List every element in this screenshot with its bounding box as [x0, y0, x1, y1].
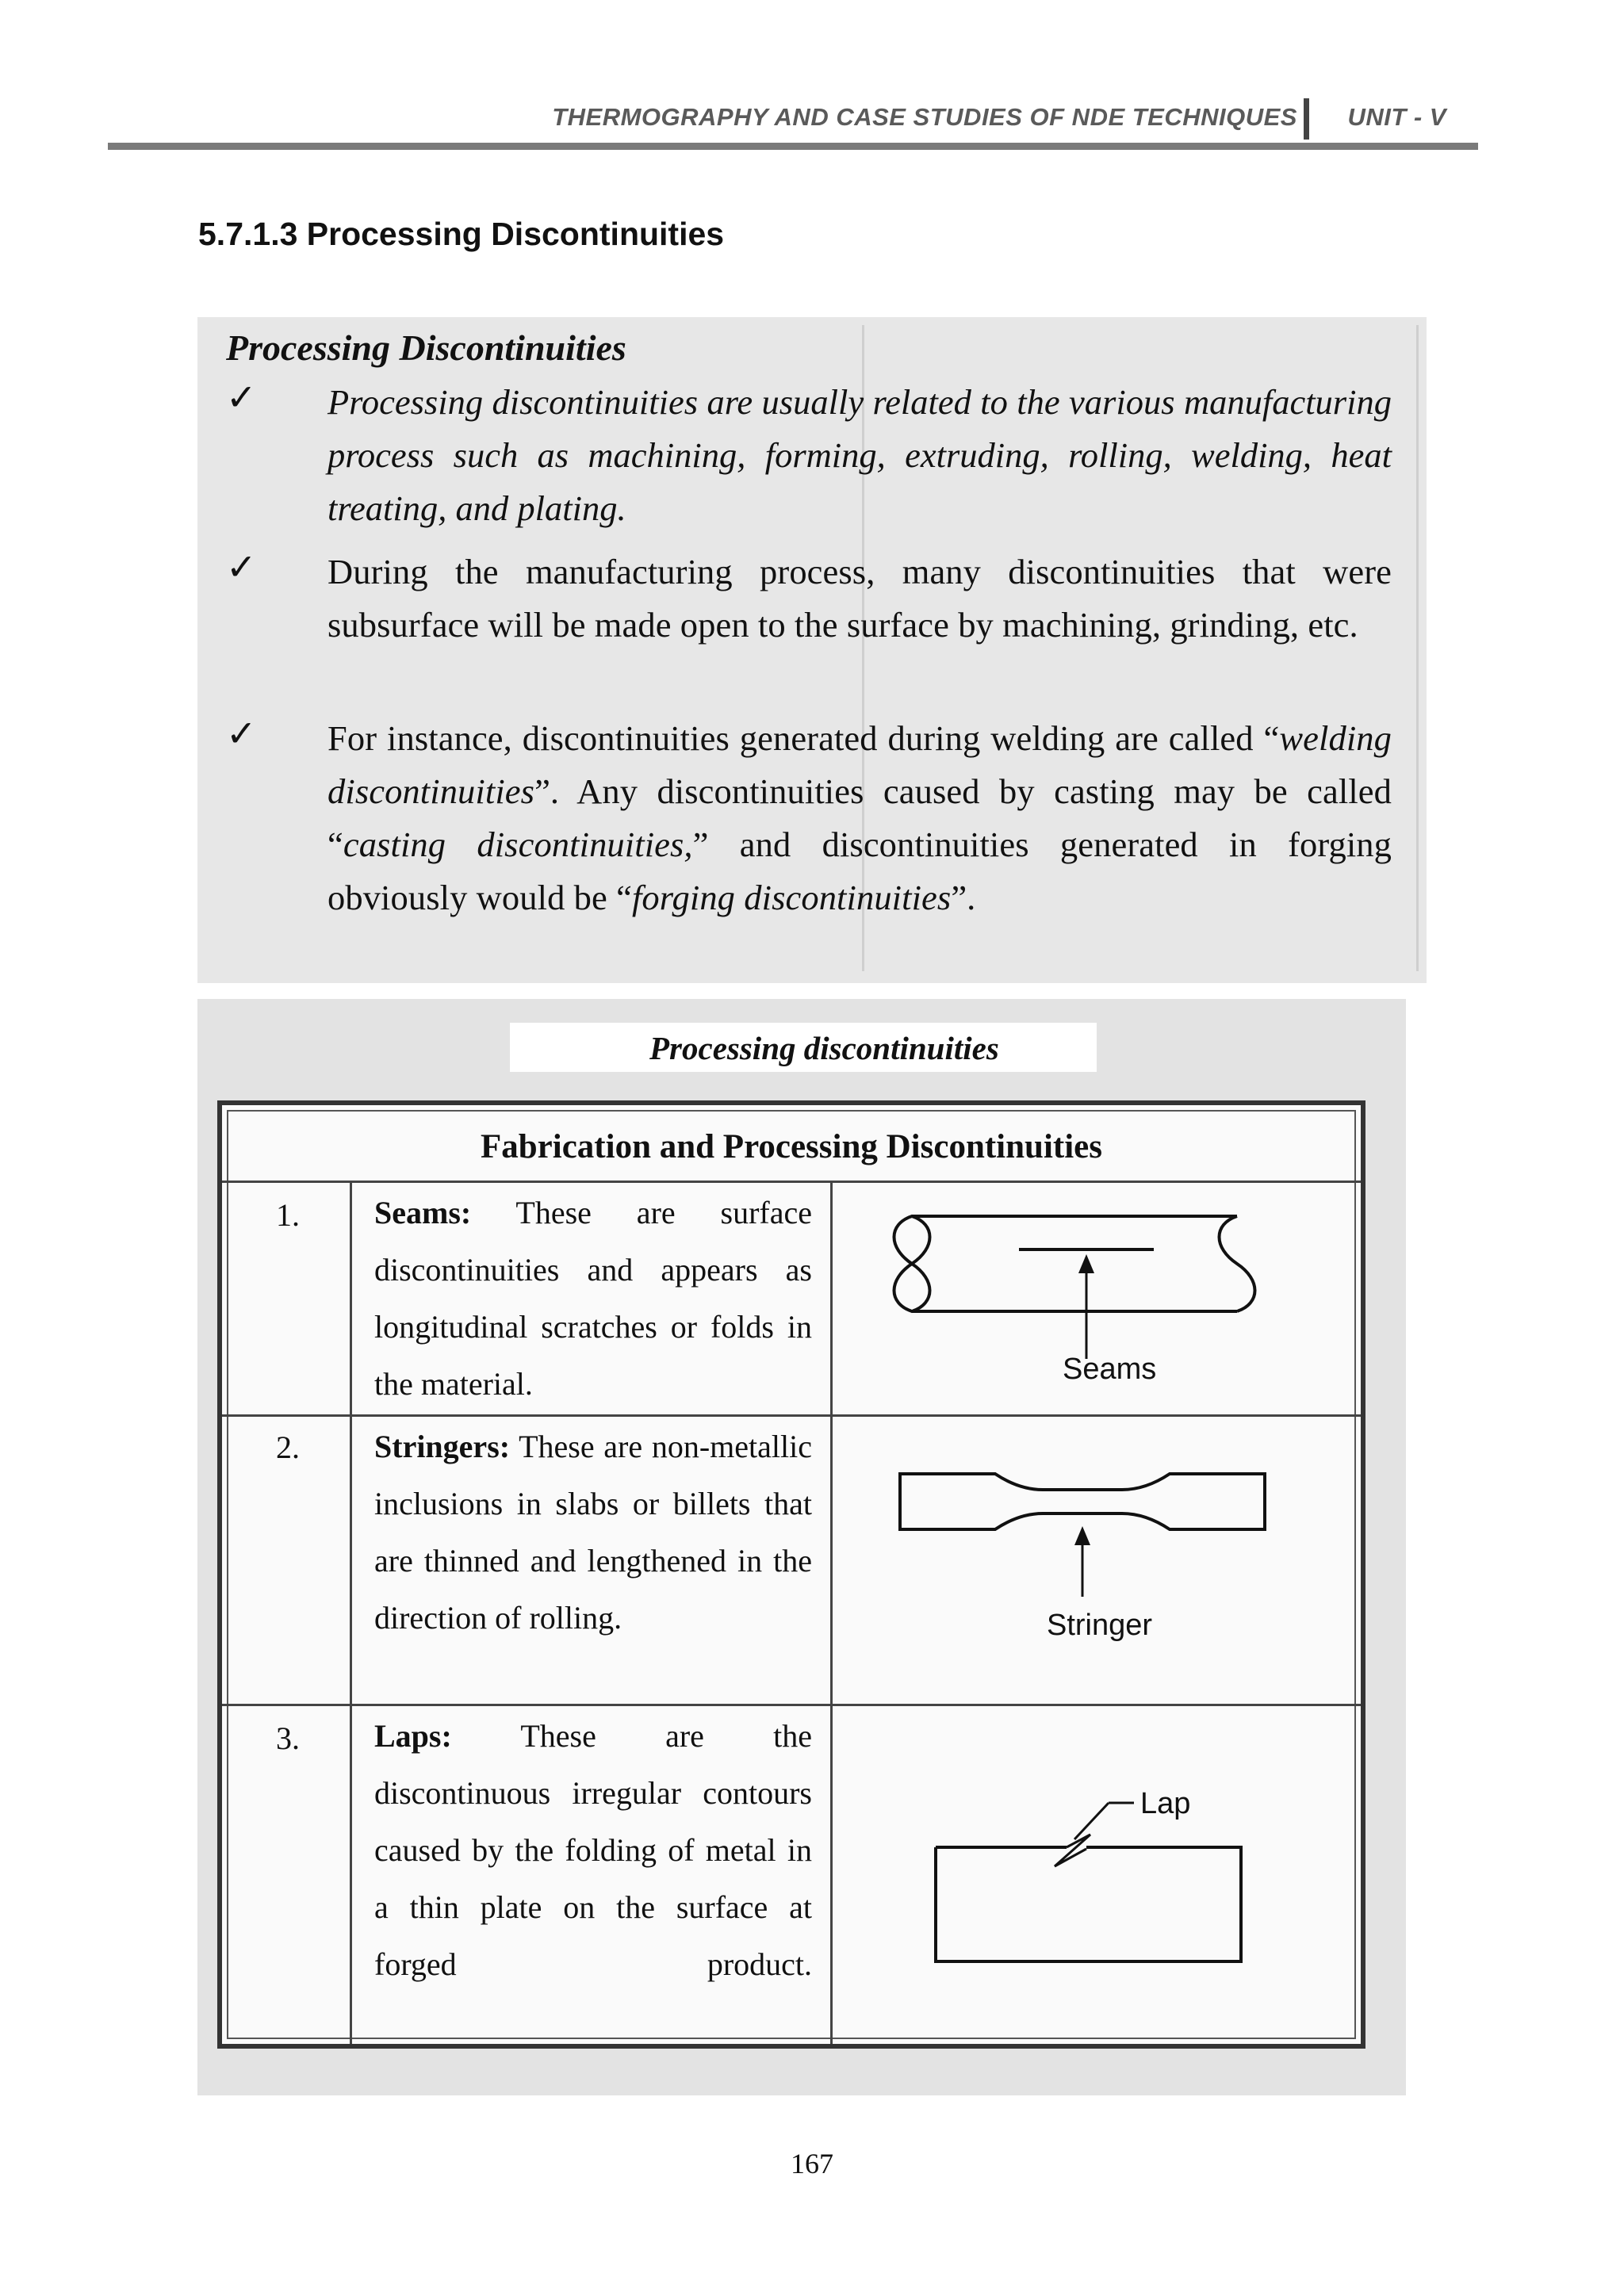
row-term: Laps:	[374, 1718, 452, 1754]
table-column-rule	[350, 1181, 352, 2044]
row-desc-text: These are the discontinuous irregular contours caused by the folding of metal in a thin plate on the surface at forged product.	[374, 1718, 812, 1982]
stringer-figure	[892, 1458, 1273, 1609]
table-rule	[222, 1704, 1361, 1706]
check-icon: ✓	[226, 714, 257, 754]
row-term: Seams:	[374, 1195, 472, 1230]
bullet-text: For instance, discontinuities generated during welding are called “welding discontinuities”. Any discontinuities caused by casting may be called “casting discontinuities,” and discontinuities generated in forging obviously would be “forging discontinuities”.	[327, 718, 1392, 917]
row-description	[374, 1418, 812, 1647]
header-separator	[1304, 98, 1309, 140]
running-header-title: THERMOGRAPHY AND CASE STUDIES OF NDE TECHNIQUES	[552, 103, 1297, 131]
bullet-text: During the manufacturing process, many discontinuities that were subsurface will be made open to the surface by machining, grinding, etc.	[327, 552, 1392, 645]
row-number: 2.	[276, 1429, 300, 1465]
section-title: 5.7.1.3 Processing Discontinuities	[198, 216, 725, 252]
check-icon: ✓	[226, 377, 257, 418]
row-desc-text: These are surface discontinuities and appears as longitudinal scratches or folds in the material.	[374, 1195, 813, 1402]
discontinuities-table-panel	[197, 999, 1406, 2095]
row-desc-text: These are non-metallic inclusions in slabs or billets that are thinned and lengthened in the direction of rolling.	[374, 1429, 812, 1636]
running-header	[108, 82, 1478, 150]
row-number: 3.	[276, 1720, 300, 1756]
row-description	[374, 1708, 812, 1993]
table-rule	[222, 1414, 1361, 1417]
row-term: Stringers:	[374, 1429, 511, 1464]
bullet-text: Processing discontinuities are usually related to the various manufacturing process such as machining, forming, extruding, rolling, welding, heat treating, and plating.	[327, 382, 1392, 528]
row-number: 1.	[276, 1197, 300, 1233]
table-rule	[222, 1181, 1361, 1183]
processing-discontinuities-panel	[197, 317, 1427, 983]
stringer-label: Stringer	[1047, 1609, 1153, 1642]
lap-label: Lap	[1140, 1787, 1191, 1820]
row-description	[374, 1184, 812, 1413]
table-column-rule	[830, 1181, 833, 2044]
discontinuities-table	[217, 1100, 1365, 2049]
lap-figure	[928, 1787, 1261, 1977]
panel-heading: Processing Discontinuities	[226, 327, 626, 368]
table-caption: Processing discontinuities	[649, 1030, 999, 1066]
page-number: 167	[791, 2148, 833, 2179]
running-header-unit: UNIT - V	[1347, 103, 1446, 131]
table-title: Fabrication and Processing Discontinuities	[481, 1128, 1102, 1165]
check-icon: ✓	[226, 547, 257, 587]
seams-label: Seams	[1063, 1353, 1157, 1386]
